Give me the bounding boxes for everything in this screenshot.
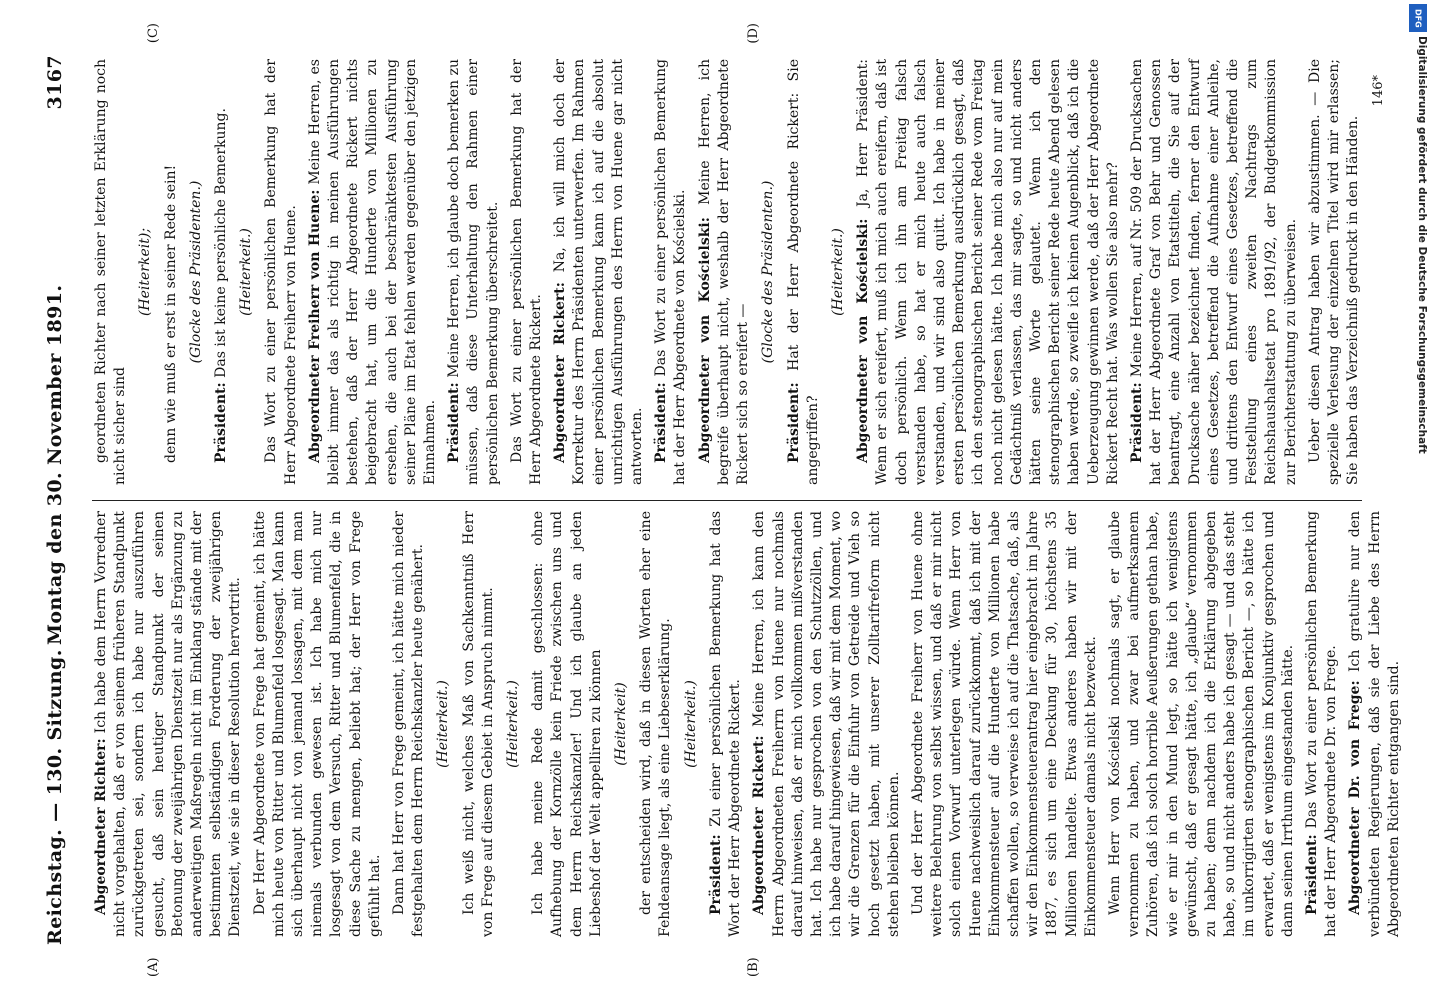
paragraph: [508, 59, 546, 485]
paragraph: [1346, 511, 1404, 937]
signature-mark: 146*: [1371, 75, 1386, 107]
stage-direction: (Glocke des Präsidenten.): [187, 180, 204, 364]
left-column: [92, 510, 1402, 937]
paragraph: [785, 59, 823, 485]
paragraph-text: Ueber diesen Antrag haben wir abzustimmen. — Die spezielle Verlesung der einzelnen Titel wird mir erlassen; Sie haben das Verzeichniß gedruckt in den Händen.: [1306, 59, 1362, 485]
column-rule: [92, 500, 1362, 501]
stage-direction: (Heiterkeit.): [435, 680, 452, 768]
paragraph-text: Das Wort zu einer persönlichen Bemerkung hat der Herr Abgeordnete Freiherr von Huene.: [263, 59, 299, 485]
stage-direction: (Heiterkeit.): [829, 228, 846, 316]
paragraph-text: Der Herr Abgeordnete von Frege hat gemeint, ich hätte mich heute von Ritter und Blumenfeld losgesagt. Man kann sich überhaupt nicht von jemand lossagen, mit dem man niemals verbunden gewesen ist. Ich habe mich nur losgesagt von dem Versuch, Ritter und Blumenfeld, die in diese Sache zu mengen, beliebt hat; der Herr von Frege gefühlt hat.: [251, 511, 383, 937]
speaker-name: Abgeordneter Richter:: [93, 738, 109, 915]
margin-mark-d: (D): [746, 23, 761, 44]
paragraph: [551, 59, 647, 485]
speaker-name: Abgeordneter Rickert:: [552, 282, 569, 463]
paragraph-text: Meine Herren, auf Nr. 509 der Drucksachen hat der Herr Abgeordnete Graf von Behr und Genossen beantragt, eine Anzahl von Etatstiteln, die Sie auf der Drucksache näher bezeichnet finden, ferner den Entwurf eines Gesetzes, betreffend die Aufnahme einer Anleihe, und drittens den Entwurf eines Gesetzes, betreffend die Feststellung eines zweiten Nachtrags zum Reichshaushaltsetat pro 1891/92, der Budgetkommission zur Berichterstattung zu überweisen.: [1128, 59, 1299, 485]
paragraph: [162, 59, 181, 485]
paragraph: [1303, 511, 1341, 937]
paragraph-text: denn wie muß er erst in seiner Rede sein!: [162, 164, 179, 463]
paragraph: [1106, 511, 1298, 937]
speaker-name: Abgeordneter Rickert:: [751, 735, 768, 915]
right-column: [92, 59, 1362, 485]
stage-direction: (Heiterkeit);: [137, 227, 154, 317]
stage-direction: (Glocke des Präsidenten.): [760, 180, 777, 364]
paragraph: [262, 59, 300, 485]
paragraph: [212, 59, 231, 485]
paragraph-text: Dann hat Herr von Frege gemeint, ich hätte mich nieder festgehalten dem Herrn Reichskanzler heute genähert.: [391, 511, 427, 937]
paragraph-text: Meine Herren, ich begreife überhaupt nicht, weshalb der Herr Abgeordnete Rickert sich so ereifert —: [696, 59, 752, 485]
paragraph-text: Das Wort zu einer persönlichen Bemerkung hat der Herr Abgeordnete von Kościelski.: [653, 59, 689, 485]
paragraph: [1306, 59, 1364, 485]
speaker-name: Präsident:: [446, 382, 463, 463]
margin-mark-b: (B): [746, 957, 761, 977]
paragraph: [637, 511, 675, 937]
paragraph: [390, 511, 428, 937]
page-number: 3167: [44, 55, 66, 110]
paragraph-text: geordneten Richter nach seiner letzten Erklärung noch nicht sicher sind: [93, 59, 129, 485]
speaker-name: Abgeordneter Freiherr von Huene:: [306, 189, 323, 463]
page-header: [44, 55, 74, 945]
paragraph-text: Ja, Herr Präsident: Wenn er sich ereifert, muß ich mich auch ereifern, daß ist doch persönlich. Wenn ich ihn am Freitag falsch verstanden habe, so hat er mich heute auch falsch verstanden, und wir sind also quitt. Ich habe in meiner ersten persönlichen Bemerkung ausdrücklich gesagt, daß ich den stenographischen Bericht seiner Rede vom Freitag noch nicht gelesen hätte. Ich habe mich also nur auf mein Gedächtniß verlassen, das mir sagte, so und nicht anders hätten seine Worte gelautet. Wenn ich den stenographischen Bericht seiner Rede heute Abend gelesen haben werde, so zweifle ich keinen Augenblick, daß ich die Ueberzeugung gewinnen werde, daß der Herr Abgeordnete Rickert Recht hat. Was wollen Sie also mehr?: [855, 59, 1121, 485]
paragraph-text: Meine Herren, ich kann den Herrn Abgeordneten Freiherrn von Huene nur nochmals darauf hinweisen, daß er mich vollkommen mißverstanden hat. Ich habe nur gesprochen von den Schutzzöllen, und ich habe darauf hingewiesen, daß wir mit dem Moment, wo wir die Grenzen für die Einfuhr von Getreide und Vieh so hoch gesetzt haben, mit unserer Zolltarifreform nicht stehen bleiben können.: [751, 510, 902, 937]
paragraph: [1128, 59, 1301, 485]
paragraph-text: Wenn Herr von Kościelski nochmals sagt, er glaube vernommen zu haben, und zwar bei aufmerksamem Zuhören, daß ich solch horrible Aeußerungen gethan habe, wie er mir in den Mund legt, so hätte ich wenigstens gewünscht, daß er gesagt hätte, ich „glaube“ vernommen zu haben; denn nachdem ich die Erklärung abgegeben habe, so und nicht anders habe ich gesagt — und das steht im unkorrigirten stenographischen Bericht —, so hätte ich erwartet, daß er wenigstens im Konjunktiv gesprochen und dann seinen Irrthum eingestanden hätte.: [1106, 511, 1296, 937]
paragraph-text: Ich habe meine Rede damit geschlossen: ohne Aufhebung der Kornzölle kein Friede zwischen uns und dem Herrn Reichskanzler! Und ich glaube an jeden Liebeshof der Welt appelliren zu können: [530, 511, 604, 937]
paragraph: [707, 511, 745, 937]
speaker-name: Präsident:: [1128, 382, 1145, 463]
paragraph-text: Ich weiß nicht, welches Maß von Sachkenntniß Herr von Frege auf diesem Gebiet in Anspruch nimmt.: [460, 511, 496, 937]
paragraph: [854, 59, 1123, 485]
paragraph-text: Meine Herren, es bleibt immer das als richtig in meinen Ausführungen bestehen, daß der Herr Abgeordnete Rickert nichts beigebracht hat, um die Hunderte von Millionen zu ersehen, die auch bei der beschränktesten Ausführung seiner Pläne im Etat fehlen werden gegenüber den jetzigen Einnahmen.: [306, 59, 439, 485]
paragraph: [92, 59, 130, 485]
speaker-name: Abgeordneter Dr. von Frege:: [1347, 680, 1364, 915]
speaker-name: Präsident:: [1303, 834, 1320, 915]
paragraph-text: Und der Herr Abgeordnete Freiherr von Huene ohne weitere Belehrung von selbst wissen, und daß er mir nicht solch einen Vorwurf unterlegen würde. Wenn Herr von Huene nachweislich darauf zurückkommt, daß ich mit der Einkommensteuer auf die Hunderte von Millionen habe schaffen wollen, so verweise ich auf die Thatsache, daß, als wir den Einkommensteuerantrag hier eingebracht im Jahre 1887, es sich um eine Deckung für 30, höchstens 35 Millionen handelte. Etwas anderes haben wir mit der Einkommensteuer damals nicht bezweckt.: [909, 511, 1099, 937]
paragraph-text: Ich gratulire nur den verbündeten Regierungen, daß sie der Liebe des Herrn Abgeordneten Richter entgangen sind.: [1347, 510, 1402, 937]
paragraph-text: der entscheiden wird, daß in diesen Worten eher eine Fehdeansage liegt, als eine Liebeserklärung.: [638, 511, 674, 937]
paragraph-text: Das ist keine persönliche Bemerkung.: [213, 108, 230, 378]
paragraph: [251, 511, 385, 937]
margin-mark-a: (A): [146, 957, 161, 977]
margin-mark-c: (C): [146, 23, 161, 44]
paragraph-text: Hat der Herr Abgeordnete Rickert: Sie angegriffen?: [785, 59, 821, 485]
speaker-name: Abgeordneter von Kościelski:: [855, 218, 872, 463]
paragraph-text: Ich habe dem Herrn Vorredner nicht vorgehalten, daß er von seinem früheren Standpunkt zurückgetreten sei, sondern ich habe nur auszuführen gesucht, daß sein heutiger Standpunkt der seinen Betonung der zweijährigen Dienstzeit nur als Ergänzung zu anderweitigen Maßregeln nicht im Einklang stände mit der bestimmten selbständigen Forderung der zweijährigen Dienstzeit, wie sie in dieser Resolution hervortritt.: [93, 511, 244, 937]
dfg-stamp: [1408, 0, 1428, 1000]
digitalization-credit: Digitalisierung gefördert durch die Deutsche Forschungsgemeinschaft: [1416, 36, 1428, 454]
speaker-name: Abgeordneter von Kościelski:: [696, 217, 713, 463]
stage-direction: (Heiterkeit.): [682, 680, 699, 768]
dfg-logo: DFG: [1409, 4, 1427, 32]
header-date: Montag den 30. November 1891.: [44, 284, 66, 645]
scanned-page: [26, 15, 1406, 985]
speaker-name: Präsident:: [707, 834, 724, 915]
paragraph: [529, 511, 606, 937]
paragraph: [696, 59, 754, 485]
stage-direction: (Heiterkeit.): [238, 228, 255, 316]
paragraph-text: Das Wort zu einer persönlichen Bemerkung hat der Herr Abgeordnete Rickert.: [508, 59, 545, 485]
speaker-name: Präsident:: [213, 382, 230, 463]
paragraph: [460, 511, 498, 937]
paragraph: [445, 59, 503, 485]
stage-direction: (Heiterkeit): [613, 682, 630, 766]
paragraph-text: Meine Herren, ich glaube doch bemerken zu müssen, daß diese Unterhaltung den Rahmen einer persönlichen Bemerkung überschreitet.: [446, 58, 501, 485]
paragraph-text: Zu einer persönlichen Bemerkung hat das Wort der Herr Abgeordnete Rickert.: [707, 511, 744, 937]
paragraph: [909, 511, 1101, 937]
paragraph: [306, 59, 440, 485]
paragraph: [652, 59, 690, 485]
paragraph-text: Na, ich will mich doch der Korrektur des Herrn Präsidenten unterwerfen. Im Rahmen einer persönlichen Bemerkung kann ich auf die absolut unrichtigen Ausführungen des Herrn von Huene gar nicht antworten.: [552, 58, 646, 485]
paragraph: [750, 511, 904, 937]
speaker-name: Präsident:: [785, 382, 802, 463]
paragraph-text: Das Wort zu einer persönlichen Bemerkung hat der Herr Abgeordnete Dr. von Frege.: [1303, 511, 1340, 937]
stage-direction: (Heiterkeit.): [505, 680, 522, 768]
speaker-name: Präsident:: [653, 382, 670, 463]
header-session: Reichstag. — 130. Sitzung.: [44, 649, 66, 945]
paragraph: [92, 511, 246, 937]
